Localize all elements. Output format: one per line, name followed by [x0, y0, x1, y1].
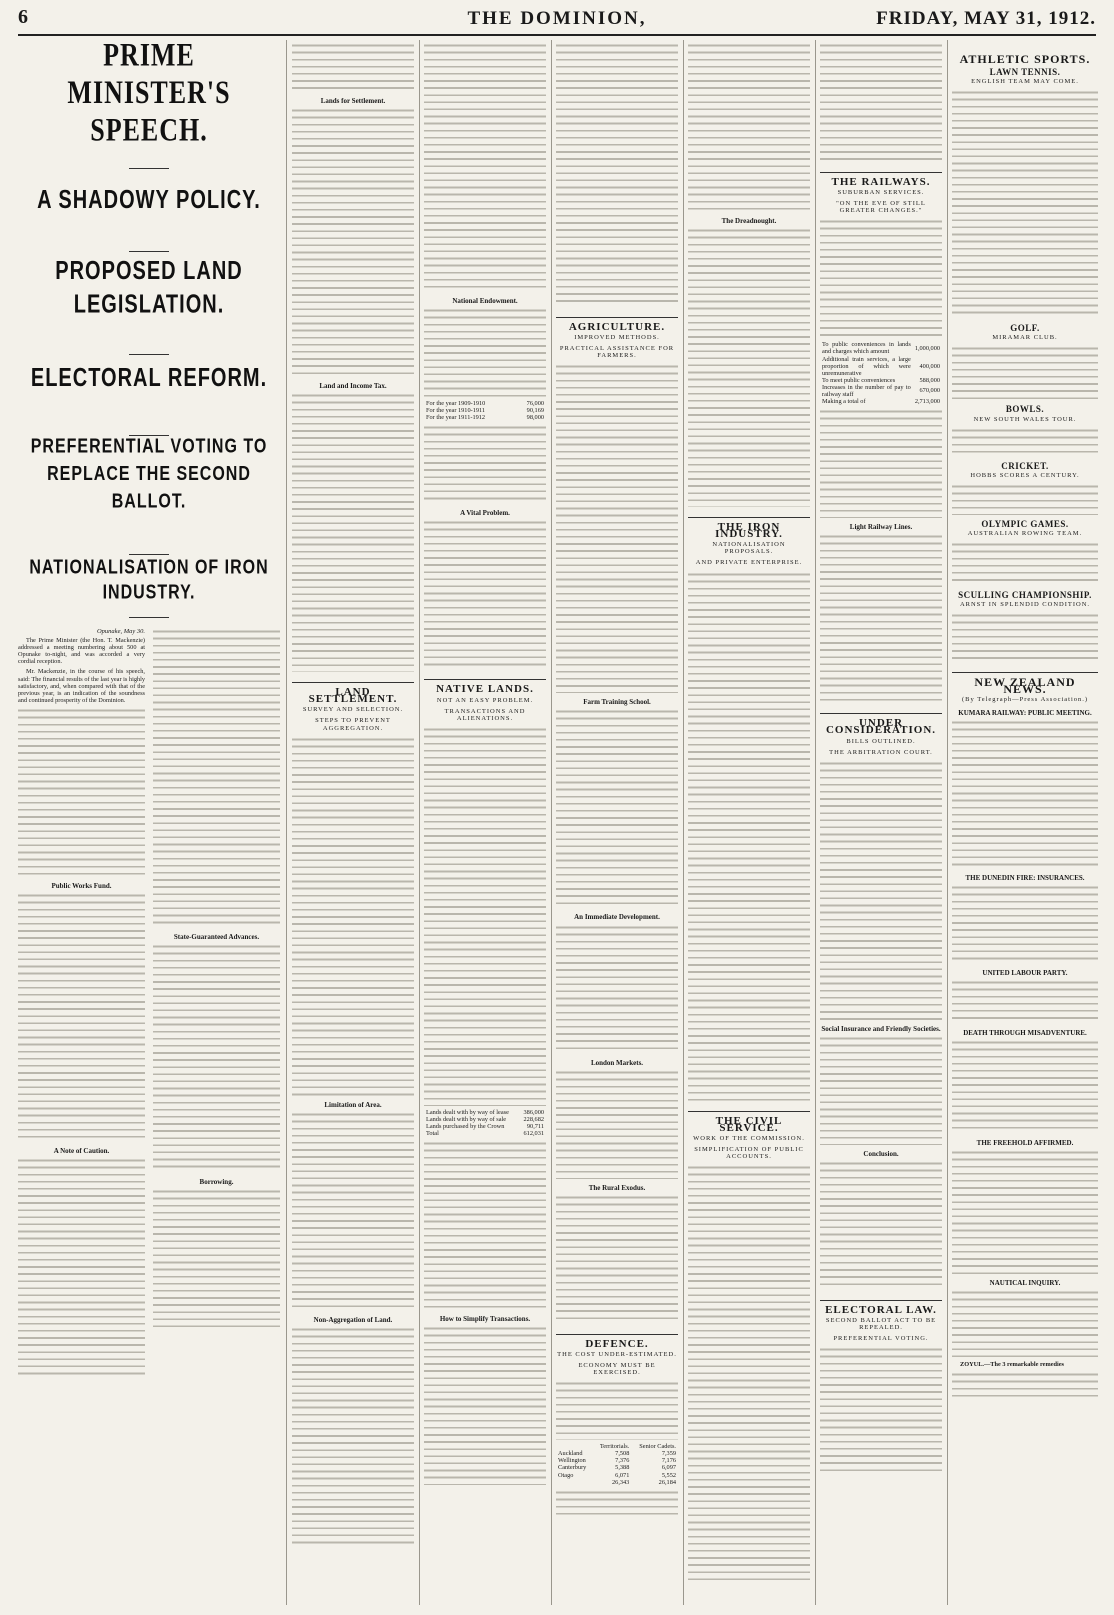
article-text	[688, 42, 810, 212]
divider	[129, 554, 169, 555]
section-title-nz-news: NEW ZEALAND NEWS.	[952, 672, 1098, 693]
article-text	[952, 345, 1098, 400]
section-subtitle: ENGLISH TEAM MAY COME.	[971, 78, 1079, 86]
divider	[129, 617, 169, 618]
column-rule	[683, 40, 684, 1605]
column-rule	[551, 40, 552, 1605]
article-text	[556, 924, 678, 1054]
article-text	[556, 1380, 678, 1440]
table-row: Additional train services, a large proportion of which were unremunerative 400,000	[822, 355, 940, 377]
article-text	[292, 1326, 414, 1546]
column-5	[688, 40, 810, 1605]
subhead-land-legislation: PROPOSED LAND LEGISLATION.	[55, 256, 243, 320]
divider	[129, 168, 169, 169]
section-heading: A Note of Caution.	[53, 1147, 110, 1156]
column-rule	[815, 40, 816, 1605]
article-text	[292, 1111, 414, 1311]
section-subtitle: SUBURBAN SERVICES.	[837, 189, 925, 197]
article-text	[18, 707, 145, 877]
section-subtitle: PREFERENTIAL VOTING.	[833, 1335, 929, 1343]
table-row: Lands dealt with by way of lease 386,000	[426, 1108, 544, 1116]
section-subtitle: ECONOMY MUST BE EXERCISED.	[578, 1361, 656, 1377]
table-row: To meet public conveniences 588,000	[822, 376, 940, 384]
table-total: 26,343 26,184	[612, 1478, 676, 1486]
article-text	[688, 571, 810, 1101]
article-text	[952, 979, 1098, 1024]
section-title-railways: THE RAILWAYS.	[820, 172, 942, 186]
table-row: Otago 6,071 5,552	[558, 1471, 676, 1479]
section-heading: How to Simplify Transactions.	[439, 1315, 531, 1324]
section-subtitle: WORK OF THE COMMISSION.	[693, 1134, 805, 1142]
section-title-bowls: BOWLS.	[1005, 404, 1045, 415]
section-subtitle: TRANSACTIONS AND ALIENATIONS.	[444, 707, 526, 722]
column-1b	[153, 626, 280, 1379]
section-heading: An Immediate Development.	[574, 913, 660, 922]
column-rule	[419, 40, 420, 1605]
subhead-electoral-reform: ELECTORAL REFORM.	[30, 363, 268, 393]
article-text	[952, 612, 1098, 662]
table-row: Wellington 7,376 7,176	[558, 1457, 676, 1465]
article-text	[688, 1164, 810, 1584]
section-heading: A Vital Problem.	[460, 509, 510, 518]
table-row: For the year 1911-1912 98,000	[426, 414, 544, 422]
article-text	[820, 1035, 942, 1145]
section-subtitle: (By Telegraph—Press Association.)	[961, 696, 1089, 704]
divider	[129, 251, 169, 252]
section-title-olympic: OLYMPIC GAMES.	[981, 518, 1069, 529]
table-header: Territorials. Senior Cadets.	[599, 1443, 676, 1451]
section-heading: The Rural Exodus.	[588, 1183, 646, 1192]
section-subtitle: SURVEY AND SELECTION.	[302, 706, 404, 714]
section-title-sculling: SCULLING CHAMPIONSHIP.	[958, 590, 1092, 601]
article-text	[556, 363, 678, 693]
section-title-defence: DEFENCE.	[556, 1334, 678, 1348]
article-text	[820, 408, 942, 518]
section-subtitle: HOBBS SCORES A CENTURY.	[970, 471, 1080, 479]
article-text	[820, 760, 942, 1020]
section-heading: Limitation of Area.	[324, 1100, 382, 1109]
section-title-athletic: ATHLETIC SPORTS.	[959, 52, 1091, 66]
column-2	[292, 40, 414, 1605]
section-title-civil-service: THE CIVIL SERVICE.	[688, 1111, 810, 1132]
column-1	[18, 40, 280, 1605]
article-text	[153, 943, 280, 1173]
section-heading: London Markets.	[590, 1058, 644, 1067]
advert-zoyul: ZOYUL.—The 3 remarkable remedies	[960, 1361, 1065, 1369]
table-row: Lands purchased by the Crown 90,711	[426, 1123, 544, 1131]
section-heading: State-Guaranteed Advances.	[173, 933, 260, 941]
subhead-iron-industry: NATIONALISATION OF IRON INDUSTRY.	[29, 557, 269, 604]
newspaper-columns	[18, 40, 1098, 1605]
column-rule	[947, 40, 948, 1605]
section-subtitle: ARNST IN SPLENDID CONDITION.	[959, 601, 1091, 609]
article-text	[153, 628, 280, 928]
column-4	[556, 40, 678, 1605]
railway-table	[820, 341, 942, 405]
defence-table	[556, 1443, 678, 1486]
section-subtitle: MIRAMAR CLUB.	[992, 334, 1058, 342]
issue-date: FRIDAY, MAY 31, 1912.	[876, 8, 1096, 29]
article-text	[424, 726, 546, 1106]
article-text	[424, 424, 546, 504]
section-subtitle: NEW SOUTH WALES TOUR.	[973, 415, 1077, 423]
article-text	[820, 1346, 942, 1476]
article-text	[153, 1188, 280, 1328]
article-text	[820, 218, 942, 338]
section-subtitle: AUSTRALIAN ROWING TEAM.	[967, 529, 1083, 537]
news-heading: NAUTICAL INQUIRY.	[989, 1278, 1061, 1287]
section-title-cricket: CRICKET.	[1001, 460, 1049, 471]
article-text	[292, 392, 414, 672]
article-text	[18, 892, 145, 1142]
section-subtitle: "ON THE EVE OF STILL GREATER CHANGES."	[836, 200, 926, 215]
article-text	[424, 1140, 546, 1310]
section-heading: Non-Aggregation of Land.	[313, 1315, 393, 1324]
section-title-iron-industry: THE IRON INDUSTRY.	[688, 517, 810, 538]
column-rule	[286, 40, 287, 1605]
section-subtitle: AND PRIVATE ENTERPRISE.	[695, 559, 803, 567]
section-subtitle: BILLS OUTLINED.	[846, 737, 916, 745]
article-paragraph: Mr. Mackenzie, in the course of his speech, said: The financial results of the last year is highly satisfactory, and, when compared with that of the previous year, is an indication of the soundness and continued prosperity of the Dominion.	[18, 668, 146, 704]
news-heading: KUMARA RAILWAY: PUBLIC MEETING.	[958, 708, 1092, 717]
section-heading: Borrowing.	[199, 1178, 234, 1187]
table-row: Lands dealt with by way of sale 228,682	[426, 1115, 544, 1123]
table-row: Canterbury 5,388 6,097	[558, 1464, 676, 1472]
news-heading: THE DUNEDIN FIRE: INSURANCES.	[965, 873, 1085, 882]
page-number: 6	[18, 6, 28, 28]
divider	[129, 354, 169, 355]
article-text	[292, 107, 414, 377]
article-text	[292, 736, 414, 1096]
article-text	[952, 483, 1098, 515]
section-subtitle: IMPROVED METHODS.	[574, 334, 660, 342]
table-row: Total 612,031	[426, 1130, 544, 1138]
section-title-under-consideration: UNDER CONSIDERATION.	[820, 713, 942, 734]
vote-table	[424, 400, 546, 421]
article-text	[556, 42, 678, 307]
column-3	[424, 40, 546, 1605]
section-title-electoral-law: ELECTORAL LAW.	[820, 1300, 942, 1314]
section-heading: Social Insurance and Friendly Societies.	[821, 1024, 941, 1033]
table-row: Auckland 7,508 7,359	[558, 1450, 676, 1458]
article-text	[424, 42, 546, 292]
section-title-native-lands: NATIVE LANDS.	[424, 679, 546, 693]
table-row: Increases in the number of pay to railway staff 670,000	[822, 383, 940, 399]
article-text	[424, 1325, 546, 1485]
paper-title: THE DOMINION,	[467, 8, 647, 29]
article-text	[820, 533, 942, 703]
column-sports	[952, 40, 1098, 1605]
section-subtitle: SIMPLIFICATION OF PUBLIC ACCOUNTS.	[694, 1145, 804, 1160]
article-paragraph: The Prime Minister (the Hon. T. Mackenzie) addressed a meeting numbering about 500 at Opunake to-night, and was accorded a very cordial reception.	[18, 637, 145, 666]
article-text	[952, 719, 1098, 869]
column-6	[820, 40, 942, 1605]
headline-prime-minister: PRIME MINISTER'S SPEECH.	[67, 40, 231, 148]
section-title-land-settlement: LAND SETTLEMENT.	[292, 682, 414, 703]
section-heading: Light Railway Lines.	[849, 523, 913, 532]
section-heading: Conclusion.	[863, 1149, 899, 1158]
section-title-golf: GOLF.	[1010, 323, 1040, 334]
article-text	[556, 708, 678, 908]
article-text	[952, 1371, 1098, 1401]
section-heading: Land and Income Tax.	[319, 382, 387, 391]
table-row: To public conveniences in lands and charges which amount 1,000,000	[822, 341, 940, 356]
masthead	[18, 4, 1096, 36]
article-text	[556, 1069, 678, 1179]
article-text	[556, 1194, 678, 1324]
article-text	[18, 1157, 145, 1377]
article-text	[952, 1289, 1098, 1359]
section-subtitle: NATIONALISATION PROPOSALS.	[712, 541, 786, 556]
article-text	[952, 427, 1098, 457]
article-text	[952, 89, 1098, 319]
article-text	[292, 42, 414, 92]
section-subtitle: PRACTICAL ASSISTANCE FOR FARMERS.	[559, 345, 675, 360]
section-heading: Public Works Fund.	[51, 881, 112, 890]
section-subtitle: THE ARBITRATION COURT.	[829, 748, 933, 756]
subhead-preferential-voting: PREFERENTIAL VOTING TO REPLACE THE SECOND BALLOT.	[30, 436, 268, 513]
section-heading: Lands for Settlement.	[320, 97, 386, 105]
section-heading: The Dreadnought.	[721, 217, 777, 225]
lease-table	[424, 1109, 546, 1137]
section-heading: Farm Training School.	[583, 698, 651, 707]
article-text	[952, 541, 1098, 586]
article-text	[556, 1489, 678, 1519]
section-subtitle: STEPS TO PREVENT AGGREGATION.	[315, 717, 391, 732]
article-text	[952, 1149, 1098, 1274]
section-heading: National Endowment.	[452, 297, 518, 305]
article-text	[424, 519, 546, 669]
article-text	[820, 42, 942, 162]
article-text	[952, 1039, 1098, 1134]
dateline: Opunake, May 30.	[96, 628, 145, 635]
article-text	[820, 1160, 942, 1290]
subhead-shadowy-policy: A SHADOWY POLICY.	[37, 185, 261, 215]
article-text	[424, 307, 546, 397]
article-text	[688, 227, 810, 507]
table-row: For the year 1910-1911 90,169	[426, 407, 544, 415]
news-heading: DEATH THROUGH MISADVENTURE.	[963, 1028, 1087, 1037]
section-title-tennis: LAWN TENNIS.	[989, 67, 1061, 78]
section-subtitle: THE COST UNDER-ESTIMATED.	[557, 1350, 677, 1358]
section-subtitle: SECOND BALLOT ACT TO BE REPEALED.	[825, 1316, 937, 1332]
news-heading: UNITED LABOUR PARTY.	[982, 968, 1068, 977]
section-subtitle: NOT AN EASY PROBLEM.	[436, 696, 534, 704]
column-1a	[18, 626, 145, 1379]
table-row: Making a total of 2,713,000	[822, 398, 940, 406]
news-heading: THE FREEHOLD AFFIRMED.	[976, 1138, 1074, 1147]
article-text	[952, 884, 1098, 964]
table-row: For the year 1909-1910 76,000	[426, 400, 544, 408]
section-title-agriculture: AGRICULTURE.	[556, 317, 678, 331]
